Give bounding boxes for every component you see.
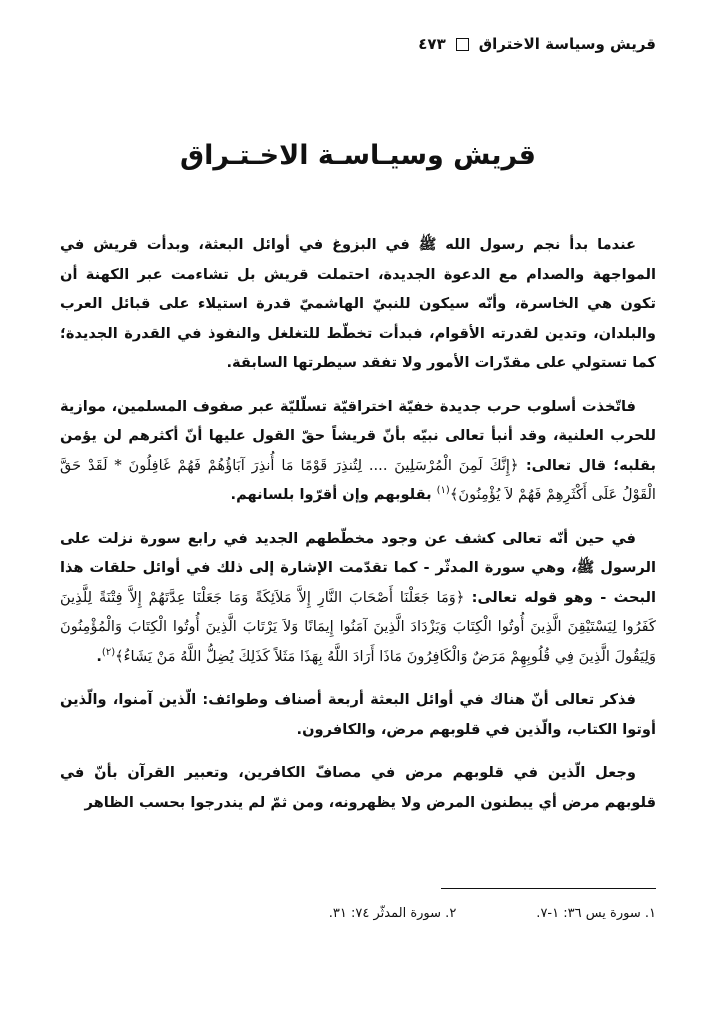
- footnotes: [60, 906, 656, 921]
- paragraph-text: عندما بدأ نجم رسول الله ﷺ في البزوغ في أوائل البعثة، وبدأت قريش في المواجهة والصدام مع الدعوة الجديدة، احتملت قريش بل تشاءمت عبر الكهنة أن تكون هي الخاسرة، وأنّه سيكون للنبيّ الهاشميّ قدرة استيلاء على قبائل العرب والبلدان، وتدين لقدرته الأقوام، فبدأت تخطّط للتغلغل والنفوذ في القدرة الجديدة؛ كما تستولي على مقدّرات الأمور ولا تفقد سيطرتها السابقة.: [60, 236, 656, 371]
- paragraph-text: وجعل الّذين في قلوبهم مرض في مصافّ الكافرين، وتعبير القرآن بأنّ في قلوبهم مرض أي يبطنون المرض ولا يظهرونه، ومن ثمّ لم يندرجوا بحسب الظاهر: [60, 764, 656, 811]
- paragraph-text: .: [96, 647, 102, 665]
- paragraph: [60, 392, 656, 510]
- paragraph: [60, 524, 656, 672]
- paragraph-text: في حين أنّه تعالى كشف عن وجود مخطّطهم الجديد في رابع سورة نزلت على الرسول ﷺ، وهي سورة المدثّر - كما تقدّمت الإشارة إلى ذلك في أوائل حلقات هذا البحث - وهو قوله تعالى:: [60, 529, 656, 606]
- square-ornament-icon: [456, 38, 469, 51]
- paragraph: [60, 758, 656, 817]
- paragraph: [60, 685, 656, 744]
- paragraph-text: فاتّخذت أسلوب حرب جديدة خفيّة اختراقيّة تسلّليّة عبر صفوف المسلمين، موازية للحرب العلنية، وقد أنبأ تعالى نبيّه بأنّ قريشاً حقّ القول عليها أنّ أكثرهم لن يؤمن بقلبه؛ قال تعالى:: [60, 397, 656, 474]
- paragraph-text: فذكر تعالى أنّ هناك في أوائل البعثة أربعة أصناف وطوائف: الّذين آمنوا، والّذين أوتوا الكتاب، والّذين في قلوبهم مرض، والكافرون.: [60, 691, 656, 738]
- quran-verse: ﴿وَمَا جَعَلْنَا أَصْحَابَ النَّارِ إِلاَّ مَلاَئِكَةً وَمَا جَعَلْنَا عِدَّتَهُمْ إِلاَّ فِتْنَةً لِلَّذِينَ كَفَرُوا لِيَسْتَيْقِنَ الَّذِينَ أُوتُوا الْكِتَابَ وَيَزْدَادَ الَّذِينَ آمَنُوا إِيمَانًا وَلاَ يَرْتَابَ الَّذِينَ أُوتُوا الْكِتَابَ وَالْمُؤْمِنُونَ وَلِيَقُولَ الَّذِينَ فِي قُلُوبِهِمْ مَرَضٌ وَالْكَافِرُونَ مَاذَا أَرَادَ اللَّهُ بِهَذَا مَثَلاً كَذَلِكَ يُضِلُّ اللَّهُ مَنْ يَشَاءُ﴾: [60, 588, 656, 665]
- running-header: [60, 30, 656, 58]
- chapter-title: قريش وسيـاسـة الاخـتـراق: [180, 140, 536, 171]
- paragraph-text: بقلوبهم وإن أقرّوا بلسانهم.: [230, 486, 437, 503]
- page-number: ٤٧٣: [418, 35, 446, 53]
- footnote-1: ١. سورة يس ٣٦: ١-٧.: [536, 906, 656, 921]
- paragraph: [60, 230, 656, 378]
- footnote-2: ٢. سورة المدثّر ٧٤: ٣١.: [328, 906, 457, 921]
- running-title: قريش وسياسة الاختراق: [478, 35, 656, 53]
- footnote-divider: [441, 888, 656, 889]
- footnote-reference: (٢): [101, 646, 116, 658]
- body-text: [60, 230, 656, 831]
- quran-verse: ﴿إِنَّكَ لَمِنَ الْمُرْسَلِينَ .... لِتُنذِرَ قَوْمًا مَا أُنذِرَ آبَاؤُهُمْ فَهُمْ غَافِلُونَ * لَقَدْ حَقَّ الْقَوْلُ عَلَى أَكْثَرِهِمْ فَهُمْ لاَ يُؤْمِنُونَ﴾: [60, 456, 656, 503]
- footnote-reference: (١): [436, 485, 450, 497]
